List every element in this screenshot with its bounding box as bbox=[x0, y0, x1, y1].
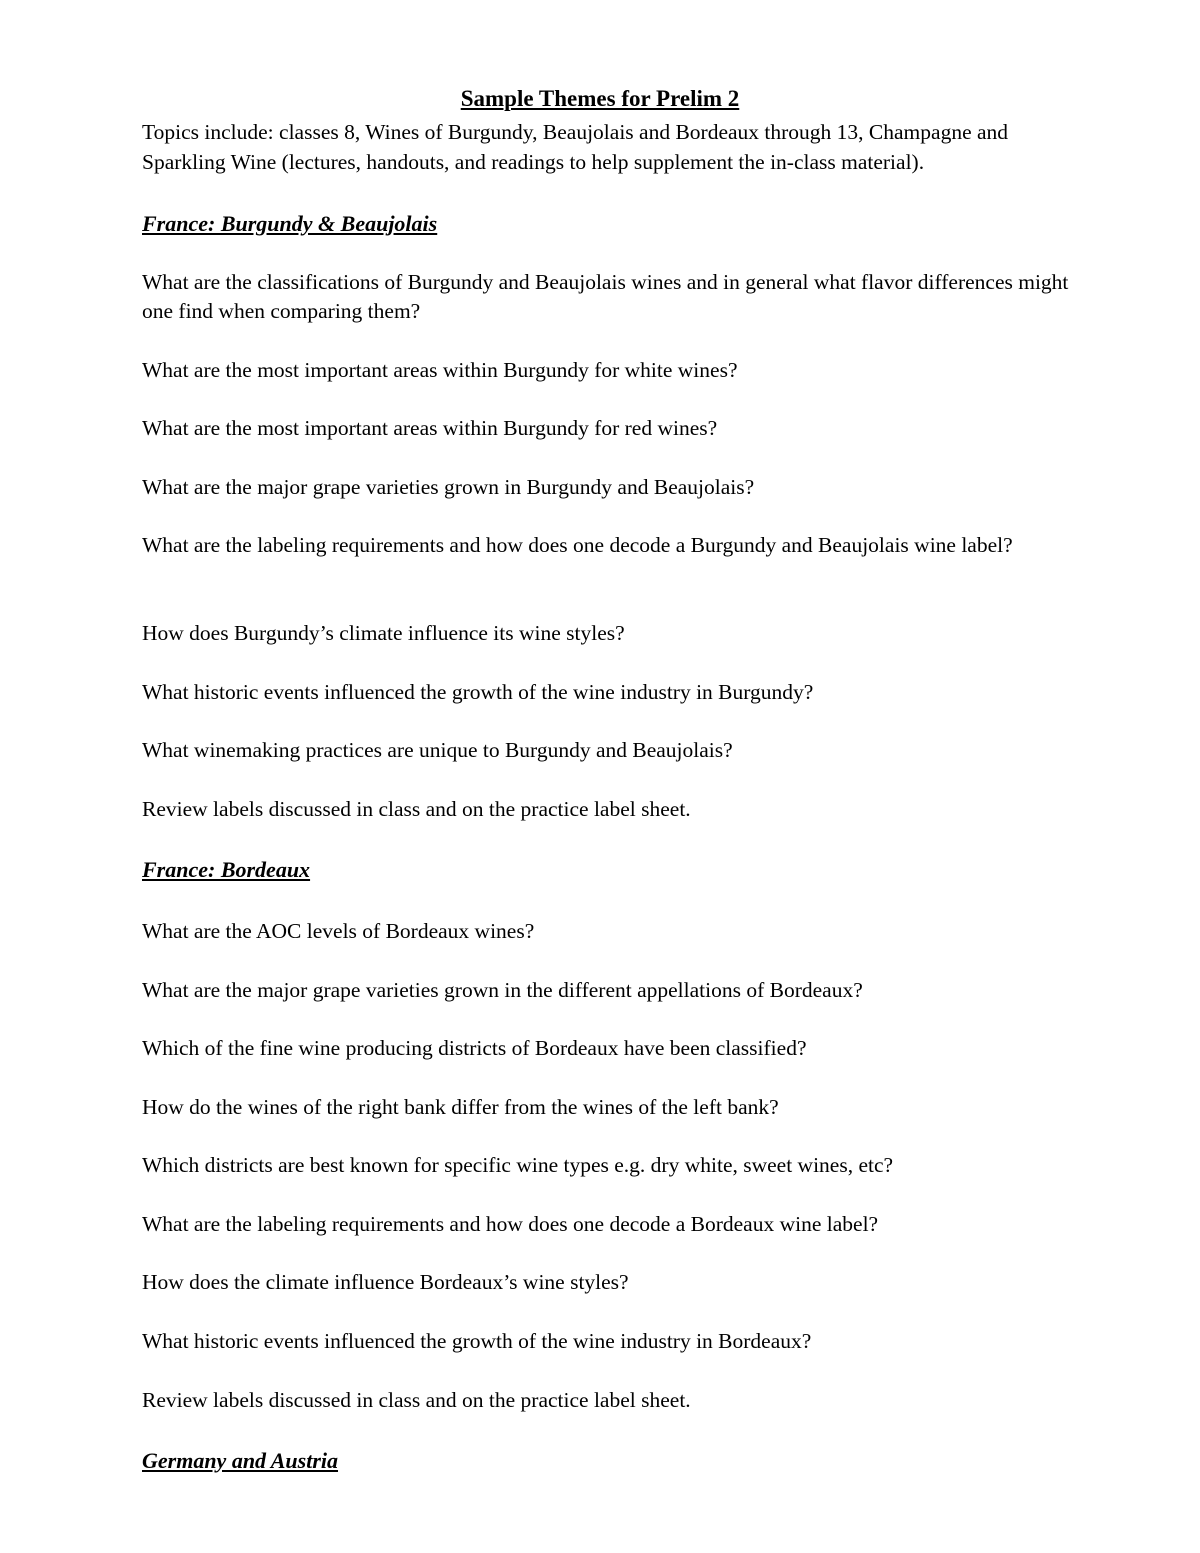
question-item: What historic events influenced the growth of the wine industry in Burgundy? bbox=[142, 680, 814, 704]
section-heading-burgundy-beaujolais: France: Burgundy & Beaujolais bbox=[142, 211, 438, 236]
topics-intro: Topics include: classes 8, Wines of Burgundy, Beaujolais and Bordeaux through 13, Champagne and Sparkling Wine (lectures, handouts, and readings to help supplement the in-class material). bbox=[142, 120, 1009, 174]
question-item: What winemaking practices are unique to Burgundy and Beaujolais? bbox=[142, 738, 733, 762]
question-item: What are the major grape varieties grown in the different appellations of Bordeaux? bbox=[142, 978, 863, 1002]
question-item: What are the labeling requirements and how does one decode a Bordeaux wine label? bbox=[142, 1212, 879, 1236]
question-item: How does Burgundy’s climate influence its wine styles? bbox=[142, 621, 625, 645]
question-item: What historic events influenced the growth of the wine industry in Bordeaux? bbox=[142, 1329, 812, 1353]
section-heading-bordeaux: France: Bordeaux bbox=[142, 857, 311, 882]
question-item: What are the most important areas within Burgundy for white wines? bbox=[142, 358, 738, 382]
section-heading-germany-austria: Germany and Austria bbox=[142, 1448, 339, 1473]
question-item: What are the labeling requirements and how does one decode a Burgundy and Beaujolais wine label? bbox=[142, 533, 1013, 557]
question-item: How do the wines of the right bank differ from the wines of the left bank? bbox=[142, 1095, 779, 1119]
question-item: Review labels discussed in class and on the practice label sheet. bbox=[142, 1388, 691, 1412]
question-item: What are the most important areas within Burgundy for red wines? bbox=[142, 416, 718, 440]
question-item: What are the AOC levels of Bordeaux wines? bbox=[142, 919, 535, 943]
question-item: Which districts are best known for specific wine types e.g. dry white, sweet wines, etc? bbox=[142, 1153, 894, 1177]
question-item: How does the climate influence Bordeaux’s wine styles? bbox=[142, 1270, 629, 1294]
document-title: Sample Themes for Prelim 2 bbox=[460, 86, 740, 111]
question-item: Review labels discussed in class and on the practice label sheet. bbox=[142, 797, 691, 821]
question-item: What are the major grape varieties grown in Burgundy and Beaujolais? bbox=[142, 475, 755, 499]
question-item: Which of the fine wine producing districts of Bordeaux have been classified? bbox=[142, 1036, 807, 1060]
question-item: What are the classifications of Burgundy and Beaujolais wines and in general what flavor differences might one find when comparing them? bbox=[142, 270, 1069, 323]
